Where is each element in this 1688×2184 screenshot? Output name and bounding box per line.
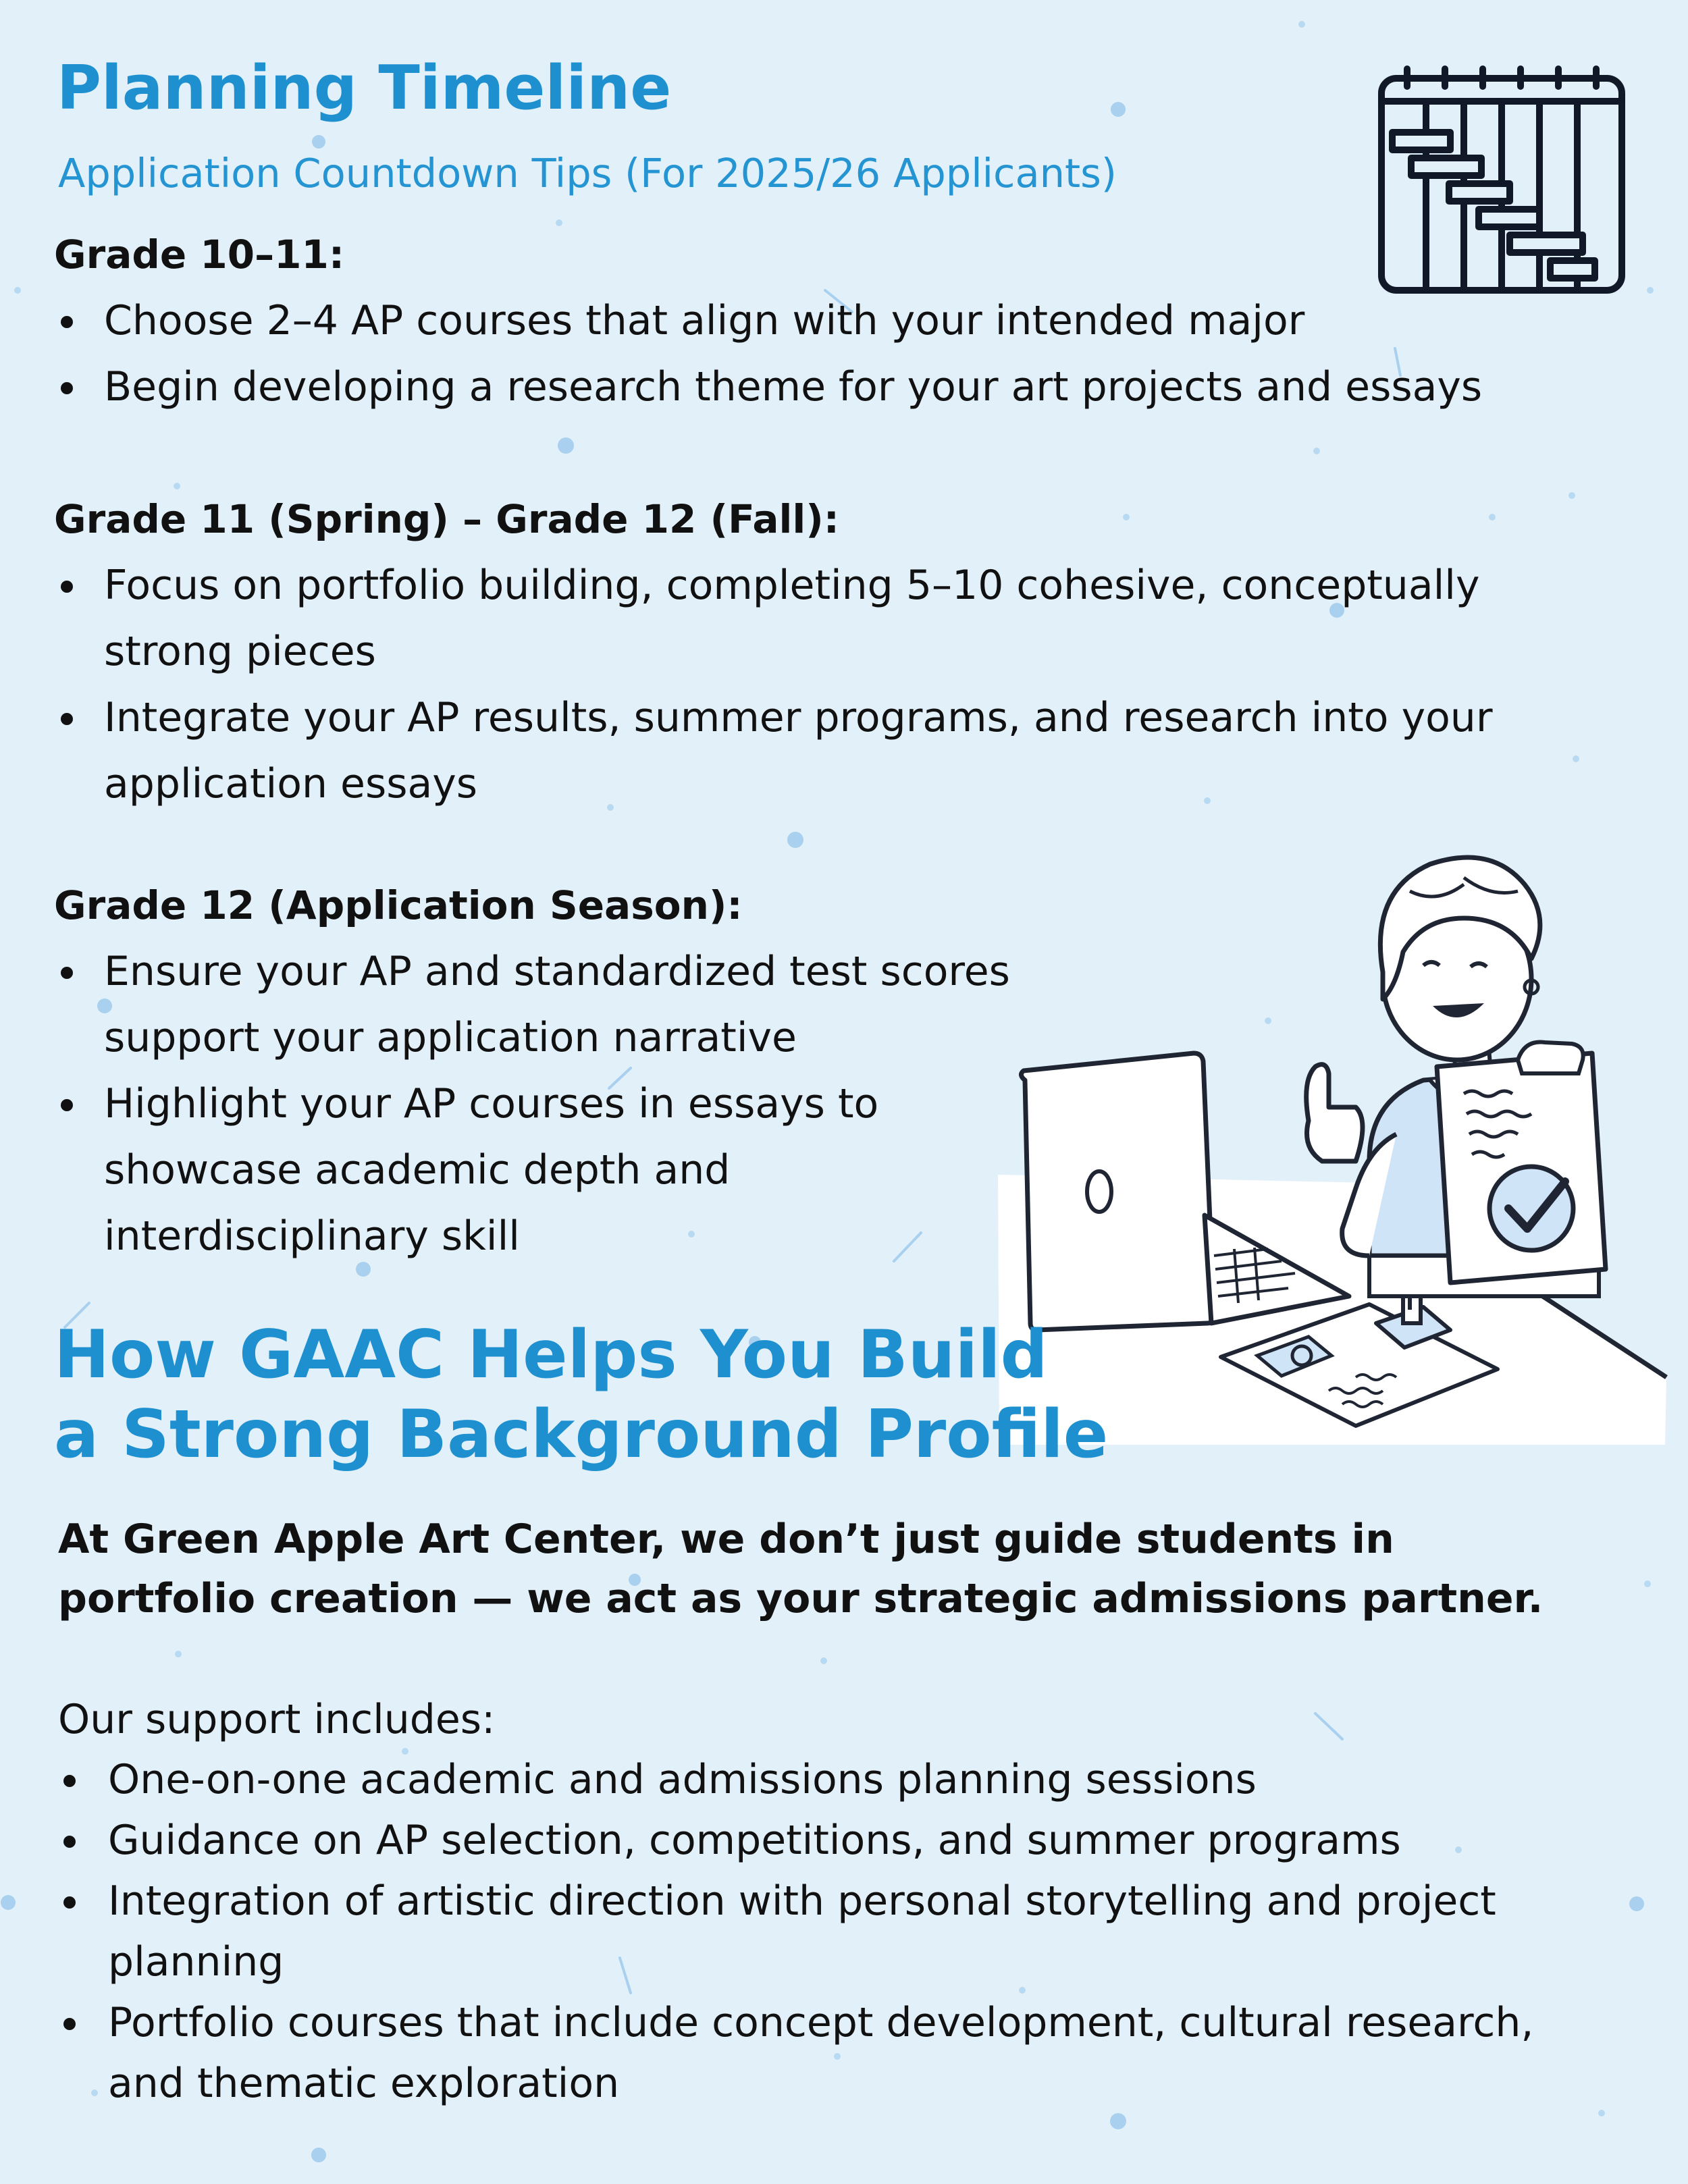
timeline-grade-10-11	[54, 221, 1482, 420]
timeline-grade-12	[54, 872, 1026, 1269]
section-title-line-1: How GAAC Helps You Build	[54, 1316, 1048, 1393]
section-heading: Grade 11 (Spring) – Grade 12 (Fall):	[54, 496, 839, 542]
support-list	[58, 1749, 1611, 2114]
list-item: Portfolio courses that include concept development, cultural research, and thematic exploration	[58, 1992, 1611, 2114]
section-title-line-2: a Strong Background Profile	[54, 1396, 1109, 1473]
bullet-list	[54, 938, 1026, 1269]
support-heading: Our support includes:	[58, 1696, 496, 1743]
page-subtitle: Application Countdown Tips (For 2025/26 Applicants)	[58, 150, 1117, 196]
list-item: Ensure your AP and standardized test scores support your application narrative	[54, 938, 1026, 1071]
timeline-grade-11-12	[54, 486, 1553, 817]
list-item: One-on-one academic and admissions planning sessions	[58, 1749, 1611, 1810]
page-title: Planning Timeline	[57, 53, 672, 124]
section-heading: Grade 12 (Application Season):	[54, 882, 743, 928]
bullet-list	[54, 552, 1553, 817]
section-heading: Grade 10–11:	[54, 232, 345, 277]
list-item: Guidance on AP selection, competitions, and summer programs	[58, 1810, 1611, 1871]
list-item: Integrate your AP results, summer programs, and research into your application essays	[54, 685, 1553, 817]
intro-paragraph: At Green Apple Art Center, we don’t just guide students in portfolio creation — we act as your strategic admissions partner.	[58, 1516, 1544, 1622]
list-item: Integration of artistic direction with personal storytelling and project planning	[58, 1871, 1611, 1992]
list-item: Focus on portfolio building, completing 5–10 cohesive, conceptually strong pieces	[54, 552, 1553, 685]
list-item: Highlight your AP courses in essays to showcase academic depth and interdisciplinary skill	[54, 1071, 880, 1269]
bullet-list	[54, 288, 1482, 420]
support-section	[58, 1690, 1611, 2114]
section-title-gaac	[54, 1315, 1108, 1474]
list-item: Choose 2–4 AP courses that align with your intended major	[54, 288, 1482, 354]
list-item: Begin developing a research theme for your art projects and essays	[54, 354, 1482, 420]
